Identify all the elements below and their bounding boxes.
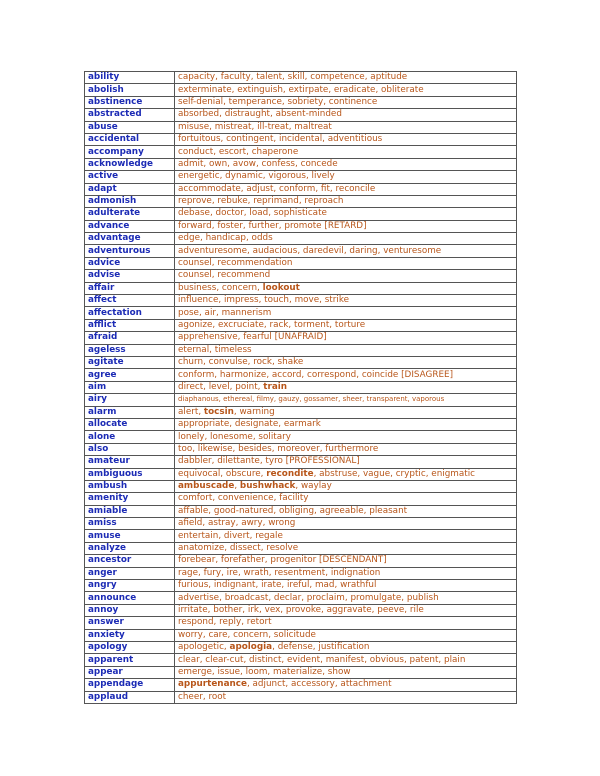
table-row	[85, 282, 517, 294]
table-row	[85, 270, 517, 282]
headword-cell: applaud	[85, 691, 175, 703]
table-row	[85, 555, 517, 567]
synonyms-cell	[175, 567, 517, 579]
synonyms-cell	[175, 72, 517, 84]
table-row	[85, 629, 517, 641]
synonym-text: afield, astray, awry, wrong	[178, 518, 296, 529]
synonyms-cell	[175, 604, 517, 616]
synonym-text: agonize, excruciate, rack, torment, torture	[178, 320, 366, 330]
synonym-text: admit, own, avow, confess, concede	[178, 158, 338, 169]
synonym-text: churn, convulse, rock, shake	[178, 357, 304, 368]
headword-cell: adapt	[85, 183, 175, 195]
headword-cell: acknowledge	[85, 158, 175, 170]
synonyms-cell	[175, 257, 517, 269]
headword-cell: abuse	[85, 121, 175, 133]
synonyms-cell	[175, 282, 517, 294]
headword-cell: advise	[85, 270, 175, 282]
headword-cell: anxiety	[85, 629, 175, 641]
synonym-text: dabbler, dilettante, tyro [PROFESSIONAL]	[178, 456, 360, 467]
synonym-text: , waylay	[295, 481, 332, 492]
headword-cell: appear	[85, 666, 175, 678]
table-row	[85, 245, 517, 257]
synonym-text: anatomize, dissect, resolve	[178, 543, 299, 554]
synonym-text: pose, air, mannerism	[178, 307, 272, 318]
table-row	[85, 183, 517, 195]
headword-cell: alone	[85, 431, 175, 443]
synonyms-cell	[175, 679, 517, 691]
synonym-text: diaphanous, ethereal, filmy, gauzy, gossamer, sheer, transparent, vaporous	[178, 395, 445, 404]
table-row	[85, 542, 517, 554]
synonym-text: , abstruse, vague, cryptic, enigmatic	[313, 468, 475, 479]
synonyms-cell	[175, 418, 517, 430]
synonyms-cell	[175, 319, 517, 331]
table-row	[85, 171, 517, 183]
headword-cell: amenity	[85, 493, 175, 505]
headword-cell: amuse	[85, 530, 175, 542]
headword-cell: advance	[85, 220, 175, 232]
synonyms-cell	[175, 456, 517, 468]
headword-cell: airy	[85, 394, 175, 406]
synonym-text: worry, care, concern, solicitude	[178, 629, 316, 640]
headword-cell: amiss	[85, 518, 175, 530]
synonym-text: eternal, timeless	[178, 344, 252, 355]
table-row	[85, 208, 517, 220]
synonym-text: , adjunct, accessory, attachment	[246, 679, 392, 690]
headword-cell: aim	[85, 381, 175, 393]
headword-cell: advice	[85, 257, 175, 269]
synonyms-cell	[175, 171, 517, 183]
headword-cell: advantage	[85, 233, 175, 245]
synonym-emphasis: bushwhack	[239, 481, 296, 492]
synonym-text: forebear, forefather, progenitor [DESCENDANT]	[178, 555, 387, 566]
table-row	[85, 257, 517, 269]
synonyms-cell	[175, 133, 517, 145]
synonym-emphasis: appurtenance	[178, 679, 247, 690]
table-row	[85, 220, 517, 232]
synonym-emphasis: lookout	[262, 282, 300, 293]
headword-cell: allocate	[85, 418, 175, 430]
table-row	[85, 679, 517, 691]
table-row	[85, 505, 517, 517]
table-row	[85, 381, 517, 393]
synonyms-cell	[175, 369, 517, 381]
synonym-text: ,	[234, 481, 240, 492]
synonyms-cell	[175, 183, 517, 195]
synonyms-cell	[175, 654, 517, 666]
headword-cell: adulterate	[85, 208, 175, 220]
synonyms-cell	[175, 245, 517, 257]
table-row	[85, 369, 517, 381]
headword-cell: accompany	[85, 146, 175, 158]
table-row	[85, 518, 517, 530]
table-row	[85, 158, 517, 170]
synonym-text: apologetic,	[178, 642, 230, 653]
synonyms-cell	[175, 233, 517, 245]
table-row	[85, 356, 517, 368]
synonyms-cell	[175, 208, 517, 220]
synonym-text: self-denial, temperance, sobriety, continence	[178, 96, 378, 107]
headword-cell: also	[85, 443, 175, 455]
synonyms-cell	[175, 220, 517, 232]
synonym-text: debase, doctor, load, sophisticate	[178, 208, 327, 219]
table-row	[85, 96, 517, 108]
table-row	[85, 654, 517, 666]
synonyms-cell	[175, 468, 517, 480]
headword-cell: answer	[85, 617, 175, 629]
table-row	[85, 604, 517, 616]
table-row	[85, 480, 517, 492]
headword-cell: ancestor	[85, 555, 175, 567]
synonym-text: forward, foster, further, promote [RETARD]	[178, 220, 367, 231]
table-row	[85, 72, 517, 84]
synonyms-cell	[175, 295, 517, 307]
synonyms-cell	[175, 158, 517, 170]
table-row	[85, 666, 517, 678]
synonym-text: conduct, escort, chaperone	[178, 146, 299, 157]
synonym-text: edge, handicap, odds	[178, 233, 273, 244]
synonyms-cell	[175, 505, 517, 517]
headword-cell: agree	[85, 369, 175, 381]
headword-cell: active	[85, 171, 175, 183]
synonym-text: conform, harmonize, accord, correspond, coincide [DISAGREE]	[178, 369, 454, 380]
synonyms-cell	[175, 344, 517, 356]
table-row	[85, 641, 517, 653]
synonym-text: absorbed, distraught, absent-minded	[178, 109, 342, 120]
table-row	[85, 443, 517, 455]
synonym-emphasis: ambuscade	[178, 481, 235, 492]
headword-cell: alarm	[85, 406, 175, 418]
headword-cell: abolish	[85, 84, 175, 96]
synonym-text: business, concern,	[178, 282, 263, 293]
headword-cell: ambiguous	[85, 468, 175, 480]
synonym-text: cheer, root	[178, 691, 227, 702]
synonyms-cell	[175, 617, 517, 629]
headword-cell: affectation	[85, 307, 175, 319]
synonym-text: counsel, recommendation	[178, 258, 293, 269]
table-row	[85, 456, 517, 468]
synonyms-cell	[175, 431, 517, 443]
table-row	[85, 394, 517, 406]
synonyms-cell	[175, 406, 517, 418]
synonym-text: furious, indignant, irate, ireful, mad, wrathful	[178, 580, 377, 591]
synonyms-cell	[175, 96, 517, 108]
synonyms-cell	[175, 530, 517, 542]
synonyms-cell	[175, 641, 517, 653]
synonym-text: energetic, dynamic, vigorous, lively	[178, 171, 335, 182]
synonyms-cell	[175, 307, 517, 319]
synonym-text: appropriate, designate, earmark	[178, 419, 321, 430]
synonym-text: too, likewise, besides, moreover, furthermore	[178, 443, 379, 454]
synonym-text: exterminate, extinguish, extirpate, eradicate, obliterate	[178, 84, 424, 95]
headword-cell: ability	[85, 72, 175, 84]
headword-cell: angry	[85, 580, 175, 592]
table-row	[85, 319, 517, 331]
synonyms-cell	[175, 580, 517, 592]
synonym-text: direct, level, point,	[178, 381, 264, 392]
synonym-text: fortuitous, contingent, incidental, adventitious	[178, 134, 383, 145]
headword-cell: amiable	[85, 505, 175, 517]
table-row	[85, 580, 517, 592]
table-row	[85, 567, 517, 579]
table-row	[85, 691, 517, 703]
synonyms-cell	[175, 691, 517, 703]
headword-cell: abstracted	[85, 109, 175, 121]
table-row	[85, 295, 517, 307]
headword-cell: ambush	[85, 480, 175, 492]
synonym-text: clear, clear-cut, distinct, evident, manifest, obvious, patent, plain	[178, 654, 466, 665]
headword-cell: affect	[85, 295, 175, 307]
headword-cell: adventurous	[85, 245, 175, 257]
synonym-text: reprove, rebuke, reprimand, reproach	[178, 196, 344, 207]
headword-cell: affair	[85, 282, 175, 294]
synonyms-cell	[175, 356, 517, 368]
synonyms-cell	[175, 270, 517, 282]
synonym-text: misuse, mistreat, ill-treat, maltreat	[178, 121, 332, 132]
synonym-text: affable, good-natured, obliging, agreeable, pleasant	[178, 505, 408, 516]
synonyms-cell	[175, 542, 517, 554]
table-row	[85, 195, 517, 207]
table-row	[85, 493, 517, 505]
synonyms-cell	[175, 666, 517, 678]
headword-cell: anger	[85, 567, 175, 579]
synonym-table	[84, 71, 517, 704]
synonyms-cell	[175, 195, 517, 207]
synonym-text: influence, impress, touch, move, strike	[178, 295, 350, 306]
synonym-text: , warning	[233, 406, 275, 417]
synonym-text: counsel, recommend	[178, 270, 271, 281]
synonym-text: advertise, broadcast, declar, proclaim, promulgate, publish	[178, 592, 439, 603]
synonym-text: accommodate, adjust, conform, fit, reconcile	[178, 183, 376, 194]
headword-cell: apology	[85, 641, 175, 653]
table-row	[85, 431, 517, 443]
synonyms-cell	[175, 394, 517, 406]
headword-cell: analyze	[85, 542, 175, 554]
synonyms-cell	[175, 381, 517, 393]
synonym-text: adventuresome, audacious, daredevil, daring, venturesome	[178, 245, 442, 256]
table-row	[85, 344, 517, 356]
headword-cell: announce	[85, 592, 175, 604]
synonym-text: irritate, bother, irk, vex, provoke, aggravate, peeve, rile	[178, 604, 424, 615]
headword-cell: abstinence	[85, 96, 175, 108]
synonym-emphasis: train	[263, 381, 288, 392]
synonyms-cell	[175, 592, 517, 604]
synonym-text: equivocal, obscure,	[178, 468, 267, 479]
headword-cell: appendage	[85, 679, 175, 691]
headword-cell: admonish	[85, 195, 175, 207]
synonyms-cell	[175, 84, 517, 96]
synonym-text: apprehensive, fearful [UNAFRAID]	[178, 332, 327, 343]
headword-cell: accidental	[85, 133, 175, 145]
table-row	[85, 146, 517, 158]
table-row	[85, 406, 517, 418]
headword-cell: apparent	[85, 654, 175, 666]
table-row	[85, 418, 517, 430]
table-row	[85, 332, 517, 344]
synonyms-cell	[175, 480, 517, 492]
table-row	[85, 592, 517, 604]
synonym-text: emerge, issue, loom, materialize, show	[178, 666, 351, 677]
synonyms-cell	[175, 518, 517, 530]
synonyms-cell	[175, 555, 517, 567]
table-row	[85, 121, 517, 133]
table-row	[85, 468, 517, 480]
synonyms-cell	[175, 629, 517, 641]
synonyms-cell	[175, 109, 517, 121]
synonym-text: lonely, lonesome, solitary	[178, 431, 291, 442]
table-row	[85, 307, 517, 319]
headword-cell: agitate	[85, 356, 175, 368]
synonym-text: rage, fury, ire, wrath, resentment, indignation	[178, 567, 381, 578]
synonym-emphasis: tocsin	[203, 406, 234, 417]
synonym-emphasis: recondite	[266, 468, 314, 479]
synonyms-cell	[175, 443, 517, 455]
table-row	[85, 109, 517, 121]
synonyms-cell	[175, 146, 517, 158]
synonyms-cell	[175, 332, 517, 344]
headword-cell: annoy	[85, 604, 175, 616]
table-row	[85, 133, 517, 145]
headword-cell: afraid	[85, 332, 175, 344]
synonym-text: alert,	[178, 406, 204, 417]
synonym-emphasis: apologia	[229, 642, 273, 653]
synonym-text: respond, reply, retort	[178, 617, 272, 628]
synonyms-cell	[175, 493, 517, 505]
table-row	[85, 84, 517, 96]
synonym-text: comfort, convenience, facility	[178, 493, 309, 504]
table-row	[85, 233, 517, 245]
headword-cell: amateur	[85, 456, 175, 468]
synonym-text: capacity, faculty, talent, skill, competence, aptitude	[178, 72, 408, 83]
synonyms-cell	[175, 121, 517, 133]
synonym-text: entertain, divert, regale	[178, 530, 283, 541]
headword-cell: afflict	[85, 319, 175, 331]
table-row	[85, 617, 517, 629]
table-row	[85, 530, 517, 542]
headword-cell: ageless	[85, 344, 175, 356]
synonym-text: , defense, justification	[272, 642, 370, 653]
